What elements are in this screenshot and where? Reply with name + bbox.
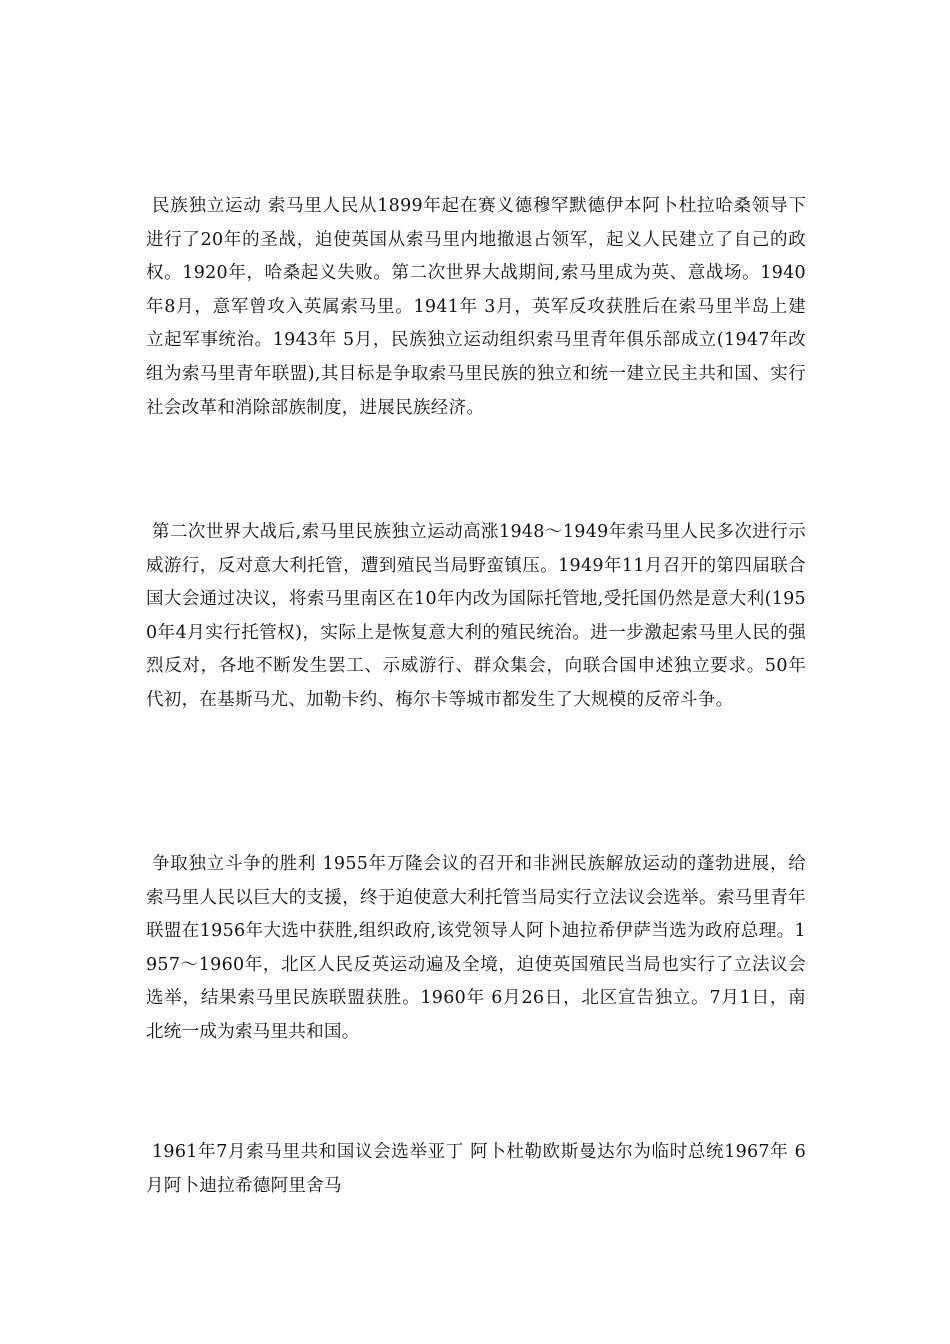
paragraph-independence-victory: 争取独立斗争的胜利 1955年万隆会议的召开和非洲民族解放运动的蓬勃进展，给索马里人民以巨大的支援，终于迫使意大利托管当局实行立法议会选举。索马里青年联盟在1956年大选中获胜,组织政府,该党领导人阿卜迪拉希伊萨当选为政府总理。1957～1960年，北区人民反英运动遍及全境，迫使英国殖民当局也实行了立法议会选举，结果索马里民族联盟获胜。1960年 6月26日，北区宣告独立。7月1日，南北统一成为索马里共和国。 — [146, 854, 806, 1042]
paragraph-1961-election: 1961年7月索马里共和国议会选举亚丁 阿卜杜勒欧斯曼达尔为临时总统1967年 6月阿卜迪拉希德阿里舍马 — [146, 1142, 806, 1196]
paragraph-postwar-movement: 第二次世界大战后,索马里民族独立运动高涨1948～1949年索马里人民多次进行示威游行，反对意大利托管，遭到殖民当局野蛮镇压。1949年11月召开的第四届联合国大会通过决议，将索马里南区在10年内改为国际托管地,受托国仍然是意大利(1950年4月实行托管权)，实际上是恢复意大利的殖民统治。进一步激起索马里人民的强烈反对，各地不断发生罢工、示威游行、群众集会，向联合国申述独立要求。50年代初，在基斯马尤、加勒卡约、梅尔卡等城市都发生了大规模的反帝斗争。 — [146, 522, 806, 710]
paragraph-national-independence-movement: 民族独立运动 索马里人民从1899年起在赛义德穆罕默德伊本阿卜杜拉哈桑领导下进行了20年的圣战，迫使英国从索马里内地撤退占领军，起义人民建立了自己的政权。1920年，哈桑起义失败。第二次世界大战期间,索马里成为英、意战场。1940年8月，意军曾攻入英属索马里。1941年 3月，英军反攻获胜后在索马里半岛上建立起军事统治。1943年 5月，民族独立运动组织索马里青年俱乐部成立(1947年改组为索马里青年联盟),其目标是争取索马里民族的独立和统一建立民主共和国、实行社会改革和消除部族制度，进展民族经济。 — [146, 196, 806, 418]
